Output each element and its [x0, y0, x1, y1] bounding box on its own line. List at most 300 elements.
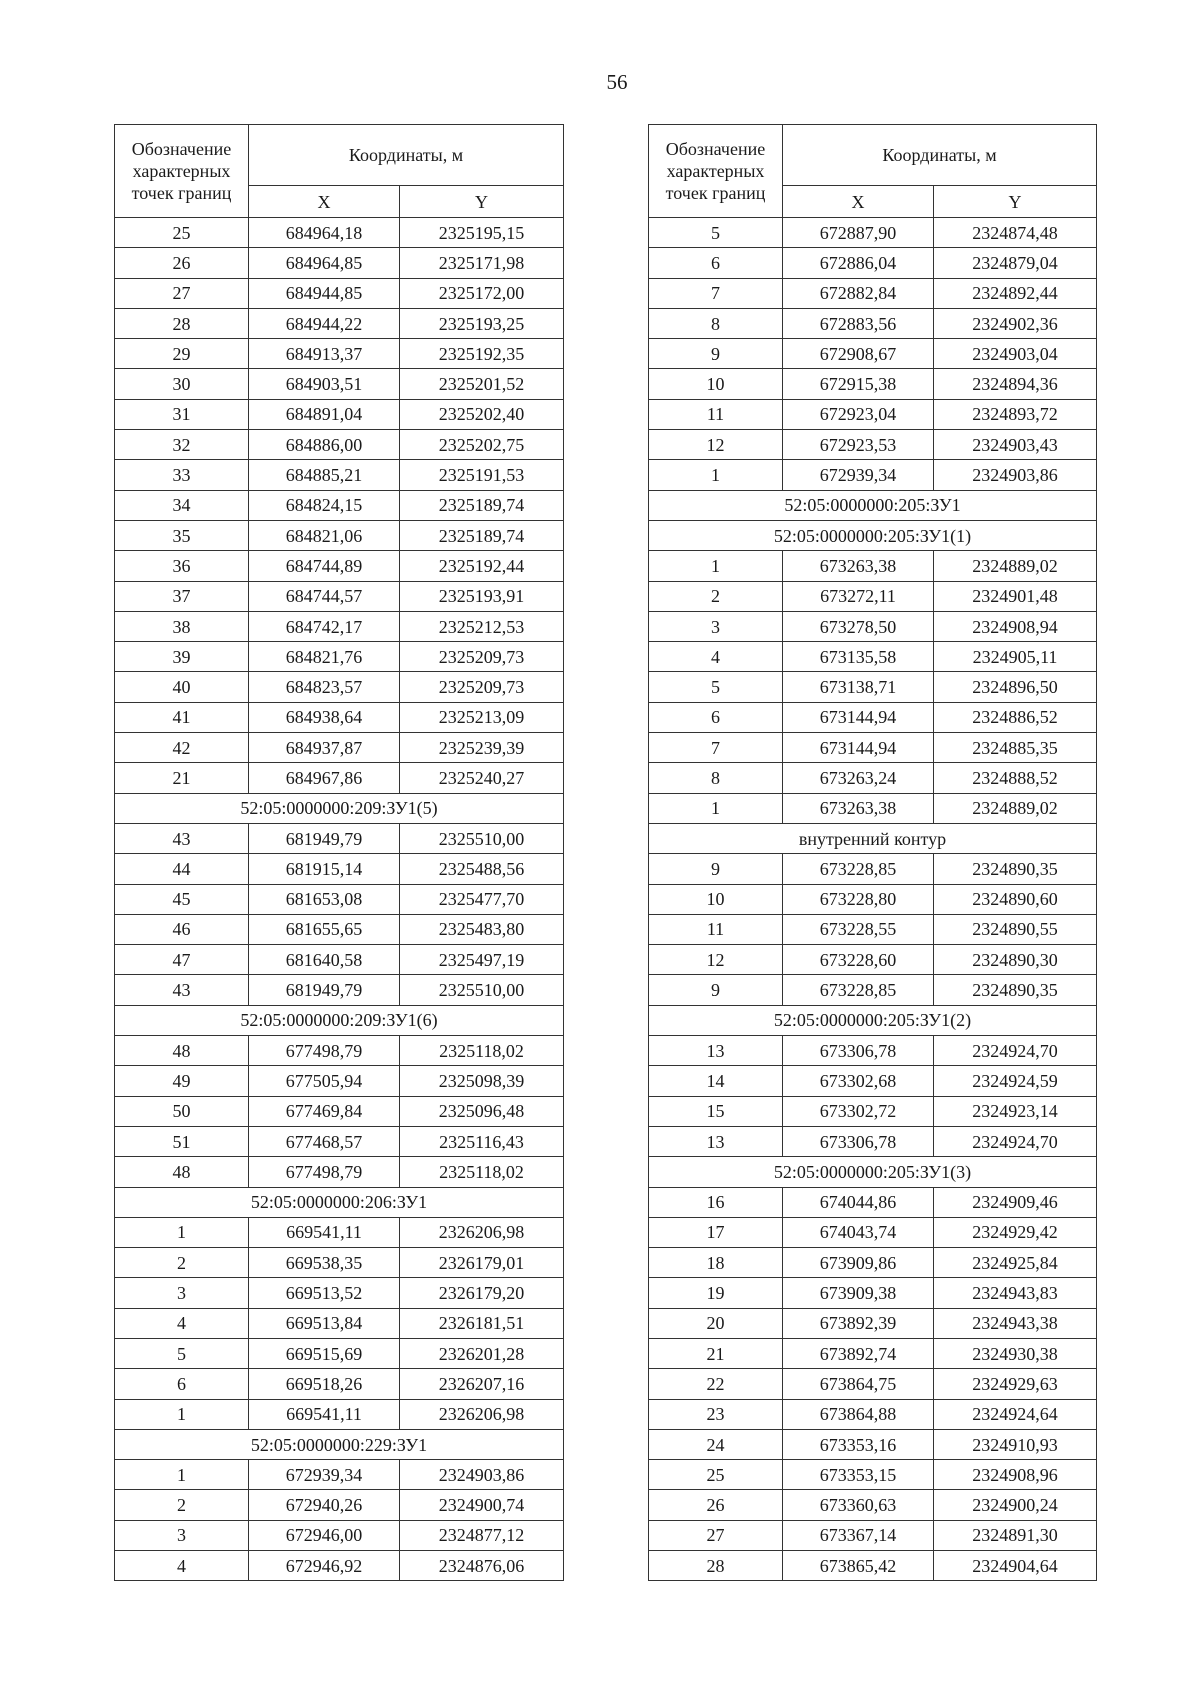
table-left-body [115, 125, 564, 1581]
x-coordinate-cell: 684744,89 [249, 551, 400, 581]
x-coordinate-cell: 672946,92 [249, 1551, 400, 1581]
x-coordinate-cell: 673263,24 [783, 763, 934, 793]
y-coordinate-cell: 2324900,24 [934, 1490, 1097, 1520]
section-row [649, 1157, 1097, 1187]
y-coordinate-cell: 2324929,42 [934, 1217, 1097, 1247]
coordinates-table-right [648, 124, 1097, 1581]
y-coordinate-cell: 2326207,16 [400, 1369, 564, 1399]
point-number-cell: 49 [115, 1066, 249, 1096]
y-coordinate-cell: 2324890,55 [934, 914, 1097, 944]
point-number-cell: 9 [649, 975, 783, 1005]
y-coordinate-cell: 2326179,01 [400, 1248, 564, 1278]
point-number-cell: 17 [649, 1217, 783, 1247]
x-coordinate-cell: 673892,74 [783, 1338, 934, 1368]
table-row [115, 672, 564, 702]
x-coordinate-cell: 684821,76 [249, 642, 400, 672]
x-coordinate-cell: 673306,78 [783, 1126, 934, 1156]
point-number-cell: 25 [649, 1460, 783, 1490]
point-number-cell: 11 [649, 914, 783, 944]
table-row [115, 1490, 564, 1520]
point-number-cell: 10 [649, 884, 783, 914]
coordinates-table-left [114, 124, 564, 1581]
point-number-cell: 44 [115, 854, 249, 884]
y-coordinate-cell: 2324874,48 [934, 218, 1097, 248]
table-row [115, 1036, 564, 1066]
table-row [649, 460, 1097, 490]
x-coordinate-cell: 673144,94 [783, 733, 934, 763]
point-number-cell: 14 [649, 1066, 783, 1096]
table-row [649, 1187, 1097, 1217]
point-number-cell: 7 [649, 278, 783, 308]
y-coordinate-cell: 2324886,52 [934, 702, 1097, 732]
x-coordinate-cell: 681949,79 [249, 823, 400, 853]
y-coordinate-cell: 2325189,74 [400, 520, 564, 550]
y-coordinate-cell: 2324877,12 [400, 1520, 564, 1550]
x-coordinate-cell: 673892,39 [783, 1308, 934, 1338]
y-coordinate-cell: 2324924,70 [934, 1126, 1097, 1156]
x-coordinate-cell: 672940,26 [249, 1490, 400, 1520]
header-coords-label: Координаты, м [783, 125, 1097, 186]
y-coordinate-cell: 2324892,44 [934, 278, 1097, 308]
table-row [115, 1217, 564, 1247]
point-number-cell: 26 [115, 248, 249, 278]
section-label: 52:05:0000000:229:ЗУ1 [115, 1429, 564, 1459]
point-number-cell: 28 [115, 308, 249, 338]
table-row [115, 308, 564, 338]
y-coordinate-cell: 2324900,74 [400, 1490, 564, 1520]
point-number-cell: 33 [115, 460, 249, 490]
point-number-cell: 2 [115, 1490, 249, 1520]
x-coordinate-cell: 672886,04 [783, 248, 934, 278]
header-points-label: Обозначение характерных точек границ [649, 125, 783, 218]
point-number-cell: 43 [115, 975, 249, 1005]
point-number-cell: 5 [115, 1338, 249, 1368]
x-coordinate-cell: 681915,14 [249, 854, 400, 884]
point-number-cell: 27 [649, 1520, 783, 1550]
point-number-cell: 6 [115, 1369, 249, 1399]
x-coordinate-cell: 673306,78 [783, 1036, 934, 1066]
point-number-cell: 32 [115, 430, 249, 460]
section-row [649, 1005, 1097, 1035]
point-number-cell: 38 [115, 611, 249, 641]
x-coordinate-cell: 681640,58 [249, 945, 400, 975]
point-number-cell: 1 [115, 1217, 249, 1247]
table-row [115, 1551, 564, 1581]
y-coordinate-cell: 2324910,93 [934, 1429, 1097, 1459]
point-number-cell: 2 [649, 581, 783, 611]
point-number-cell: 45 [115, 884, 249, 914]
x-coordinate-cell: 673272,11 [783, 581, 934, 611]
table-row [115, 1399, 564, 1429]
point-number-cell: 22 [649, 1369, 783, 1399]
point-number-cell: 9 [649, 854, 783, 884]
x-coordinate-cell: 673353,15 [783, 1460, 934, 1490]
table-row [649, 854, 1097, 884]
table-row [649, 975, 1097, 1005]
x-coordinate-cell: 673228,60 [783, 945, 934, 975]
y-coordinate-cell: 2324943,83 [934, 1278, 1097, 1308]
y-coordinate-cell: 2325192,44 [400, 551, 564, 581]
y-coordinate-cell: 2324905,11 [934, 642, 1097, 672]
table-row [649, 1399, 1097, 1429]
y-coordinate-cell: 2324929,63 [934, 1369, 1097, 1399]
x-coordinate-cell: 684891,04 [249, 399, 400, 429]
page-number: 56 [606, 70, 628, 94]
section-label: внутренний контур [649, 823, 1097, 853]
x-coordinate-cell: 677469,84 [249, 1096, 400, 1126]
table-row [115, 1520, 564, 1550]
x-coordinate-cell: 681949,79 [249, 975, 400, 1005]
point-number-cell: 13 [649, 1036, 783, 1066]
section-label: 52:05:0000000:205:ЗУ1(3) [649, 1157, 1097, 1187]
point-number-cell: 21 [115, 763, 249, 793]
section-label: 52:05:0000000:205:ЗУ1 [649, 490, 1097, 520]
point-number-cell: 47 [115, 945, 249, 975]
point-number-cell: 10 [649, 369, 783, 399]
x-coordinate-cell: 673278,50 [783, 611, 934, 641]
section-row [115, 793, 564, 823]
point-number-cell: 31 [115, 399, 249, 429]
point-number-cell: 13 [649, 1126, 783, 1156]
x-coordinate-cell: 669541,11 [249, 1399, 400, 1429]
section-row [115, 1429, 564, 1459]
y-coordinate-cell: 2324943,38 [934, 1308, 1097, 1338]
y-coordinate-cell: 2324885,35 [934, 733, 1097, 763]
x-coordinate-cell: 684944,85 [249, 278, 400, 308]
y-coordinate-cell: 2325209,73 [400, 642, 564, 672]
x-coordinate-cell: 684964,18 [249, 218, 400, 248]
table-row [115, 975, 564, 1005]
table-row [649, 1217, 1097, 1247]
point-number-cell: 9 [649, 339, 783, 369]
table-row [649, 369, 1097, 399]
point-number-cell: 50 [115, 1096, 249, 1126]
table-row [649, 1429, 1097, 1459]
y-coordinate-cell: 2325239,39 [400, 733, 564, 763]
table-row [115, 854, 564, 884]
table-row [649, 339, 1097, 369]
y-coordinate-cell: 2324890,30 [934, 945, 1097, 975]
x-coordinate-cell: 673864,75 [783, 1369, 934, 1399]
table-row [115, 1460, 564, 1490]
table-row [649, 1036, 1097, 1066]
point-number-cell: 3 [649, 611, 783, 641]
table-row [115, 1066, 564, 1096]
y-coordinate-cell: 2324876,06 [400, 1551, 564, 1581]
y-coordinate-cell: 2324890,35 [934, 854, 1097, 884]
y-coordinate-cell: 2324902,36 [934, 308, 1097, 338]
table-row [649, 1096, 1097, 1126]
section-row [649, 823, 1097, 853]
point-number-cell: 24 [649, 1429, 783, 1459]
point-number-cell: 27 [115, 278, 249, 308]
x-coordinate-cell: 684821,06 [249, 520, 400, 550]
section-label: 52:05:0000000:205:ЗУ1(2) [649, 1005, 1097, 1035]
x-coordinate-cell: 684967,86 [249, 763, 400, 793]
x-coordinate-cell: 672923,04 [783, 399, 934, 429]
table-row [115, 642, 564, 672]
y-coordinate-cell: 2324903,43 [934, 430, 1097, 460]
y-coordinate-cell: 2324891,30 [934, 1520, 1097, 1550]
x-coordinate-cell: 669515,69 [249, 1338, 400, 1368]
y-coordinate-cell: 2325189,74 [400, 490, 564, 520]
header-points-label: Обозначение характерных точек границ [115, 125, 249, 218]
point-number-cell: 18 [649, 1248, 783, 1278]
section-row [649, 490, 1097, 520]
x-coordinate-cell: 673135,58 [783, 642, 934, 672]
table-row [115, 733, 564, 763]
y-coordinate-cell: 2326201,28 [400, 1338, 564, 1368]
x-coordinate-cell: 684742,17 [249, 611, 400, 641]
x-coordinate-cell: 677468,57 [249, 1126, 400, 1156]
x-coordinate-cell: 677505,94 [249, 1066, 400, 1096]
table-row [115, 1248, 564, 1278]
x-coordinate-cell: 672887,90 [783, 218, 934, 248]
y-coordinate-cell: 2324923,14 [934, 1096, 1097, 1126]
point-number-cell: 12 [649, 945, 783, 975]
y-coordinate-cell: 2324888,52 [934, 763, 1097, 793]
y-coordinate-cell: 2325213,09 [400, 702, 564, 732]
x-coordinate-cell: 674044,86 [783, 1187, 934, 1217]
table-row [115, 520, 564, 550]
table-row [115, 581, 564, 611]
x-coordinate-cell: 681653,08 [249, 884, 400, 914]
table-row [649, 642, 1097, 672]
section-row [115, 1187, 564, 1217]
point-number-cell: 46 [115, 914, 249, 944]
table-row [115, 278, 564, 308]
table-row [115, 339, 564, 369]
table-row [649, 278, 1097, 308]
x-coordinate-cell: 673302,72 [783, 1096, 934, 1126]
point-number-cell: 11 [649, 399, 783, 429]
table-row [115, 369, 564, 399]
x-coordinate-cell: 672923,53 [783, 430, 934, 460]
x-coordinate-cell: 673360,63 [783, 1490, 934, 1520]
table-row [649, 733, 1097, 763]
table-row [649, 945, 1097, 975]
point-number-cell: 3 [115, 1520, 249, 1550]
point-number-cell: 6 [649, 248, 783, 278]
point-number-cell: 40 [115, 672, 249, 702]
point-number-cell: 4 [649, 642, 783, 672]
x-coordinate-cell: 673367,14 [783, 1520, 934, 1550]
point-number-cell: 28 [649, 1551, 783, 1581]
table-row [115, 611, 564, 641]
point-number-cell: 26 [649, 1490, 783, 1520]
table-row [649, 308, 1097, 338]
y-coordinate-cell: 2326181,51 [400, 1308, 564, 1338]
point-number-cell: 1 [115, 1399, 249, 1429]
y-coordinate-cell: 2325488,56 [400, 854, 564, 884]
section-label: 52:05:0000000:209:ЗУ1(6) [115, 1005, 564, 1035]
y-coordinate-cell: 2324903,86 [934, 460, 1097, 490]
y-coordinate-cell: 2325202,75 [400, 430, 564, 460]
table-row [649, 581, 1097, 611]
table-row [115, 914, 564, 944]
point-number-cell: 1 [649, 460, 783, 490]
point-number-cell: 48 [115, 1157, 249, 1187]
point-number-cell: 8 [649, 763, 783, 793]
table-right-body [649, 125, 1097, 1581]
point-number-cell: 1 [649, 793, 783, 823]
x-coordinate-cell: 669538,35 [249, 1248, 400, 1278]
point-number-cell: 5 [649, 218, 783, 248]
y-coordinate-cell: 2324903,04 [934, 339, 1097, 369]
y-coordinate-cell: 2325202,40 [400, 399, 564, 429]
table-row [649, 914, 1097, 944]
point-number-cell: 4 [115, 1551, 249, 1581]
y-coordinate-cell: 2325171,98 [400, 248, 564, 278]
table-row [115, 763, 564, 793]
point-number-cell: 3 [115, 1278, 249, 1308]
y-coordinate-cell: 2325118,02 [400, 1036, 564, 1066]
table-row [649, 218, 1097, 248]
x-coordinate-cell: 672908,67 [783, 339, 934, 369]
section-label: 52:05:0000000:206:ЗУ1 [115, 1187, 564, 1217]
x-coordinate-cell: 673909,86 [783, 1248, 934, 1278]
table-row [649, 611, 1097, 641]
x-coordinate-cell: 684886,00 [249, 430, 400, 460]
y-coordinate-cell: 2325118,02 [400, 1157, 564, 1187]
header-row [649, 125, 1097, 186]
x-coordinate-cell: 673228,85 [783, 975, 934, 1005]
x-coordinate-cell: 673228,80 [783, 884, 934, 914]
y-coordinate-cell: 2325510,00 [400, 975, 564, 1005]
table-row [115, 490, 564, 520]
table-row [115, 884, 564, 914]
section-label: 52:05:0000000:209:ЗУ1(5) [115, 793, 564, 823]
y-coordinate-cell: 2324889,02 [934, 551, 1097, 581]
x-coordinate-cell: 672939,34 [249, 1460, 400, 1490]
header-y-label: Y [934, 186, 1097, 218]
y-coordinate-cell: 2324930,38 [934, 1338, 1097, 1368]
point-number-cell: 29 [115, 339, 249, 369]
header-y-label: Y [400, 186, 564, 218]
point-number-cell: 1 [649, 551, 783, 581]
x-coordinate-cell: 673865,42 [783, 1551, 934, 1581]
point-number-cell: 41 [115, 702, 249, 732]
y-coordinate-cell: 2325098,39 [400, 1066, 564, 1096]
x-coordinate-cell: 669518,26 [249, 1369, 400, 1399]
point-number-cell: 6 [649, 702, 783, 732]
y-coordinate-cell: 2324890,35 [934, 975, 1097, 1005]
x-coordinate-cell: 684937,87 [249, 733, 400, 763]
x-coordinate-cell: 684744,57 [249, 581, 400, 611]
x-coordinate-cell: 672939,34 [783, 460, 934, 490]
table-row [115, 1308, 564, 1338]
table-row [649, 702, 1097, 732]
table-row [649, 1369, 1097, 1399]
y-coordinate-cell: 2325477,70 [400, 884, 564, 914]
table-row [115, 430, 564, 460]
point-number-cell: 51 [115, 1126, 249, 1156]
x-coordinate-cell: 673228,85 [783, 854, 934, 884]
table-row [115, 702, 564, 732]
table-row [115, 218, 564, 248]
table-row [115, 551, 564, 581]
x-coordinate-cell: 673144,94 [783, 702, 934, 732]
point-number-cell: 15 [649, 1096, 783, 1126]
header-x-label: X [249, 186, 400, 218]
point-number-cell: 39 [115, 642, 249, 672]
y-coordinate-cell: 2324903,86 [400, 1460, 564, 1490]
y-coordinate-cell: 2325240,27 [400, 763, 564, 793]
table-row [115, 248, 564, 278]
y-coordinate-cell: 2325212,53 [400, 611, 564, 641]
y-coordinate-cell: 2324909,46 [934, 1187, 1097, 1217]
y-coordinate-cell: 2324896,50 [934, 672, 1097, 702]
x-coordinate-cell: 673909,38 [783, 1278, 934, 1308]
table-row [115, 823, 564, 853]
table-row [115, 1126, 564, 1156]
y-coordinate-cell: 2324890,60 [934, 884, 1097, 914]
y-coordinate-cell: 2324908,96 [934, 1460, 1097, 1490]
y-coordinate-cell: 2324879,04 [934, 248, 1097, 278]
table-row [115, 1278, 564, 1308]
point-number-cell: 37 [115, 581, 249, 611]
point-number-cell: 4 [115, 1308, 249, 1338]
point-number-cell: 43 [115, 823, 249, 853]
y-coordinate-cell: 2325192,35 [400, 339, 564, 369]
y-coordinate-cell: 2325193,91 [400, 581, 564, 611]
point-number-cell: 21 [649, 1338, 783, 1368]
x-coordinate-cell: 673263,38 [783, 551, 934, 581]
x-coordinate-cell: 677498,79 [249, 1157, 400, 1187]
point-number-cell: 20 [649, 1308, 783, 1338]
y-coordinate-cell: 2324908,94 [934, 611, 1097, 641]
x-coordinate-cell: 672946,00 [249, 1520, 400, 1550]
y-coordinate-cell: 2325483,80 [400, 914, 564, 944]
x-coordinate-cell: 684938,64 [249, 702, 400, 732]
x-coordinate-cell: 684913,37 [249, 339, 400, 369]
table-row [649, 1490, 1097, 1520]
point-number-cell: 48 [115, 1036, 249, 1066]
x-coordinate-cell: 672882,84 [783, 278, 934, 308]
y-coordinate-cell: 2324889,02 [934, 793, 1097, 823]
x-coordinate-cell: 684964,85 [249, 248, 400, 278]
table-row [649, 1551, 1097, 1581]
y-coordinate-cell: 2324894,36 [934, 369, 1097, 399]
table-row [649, 248, 1097, 278]
table-row [649, 1338, 1097, 1368]
point-number-cell: 42 [115, 733, 249, 763]
x-coordinate-cell: 684903,51 [249, 369, 400, 399]
y-coordinate-cell: 2324893,72 [934, 399, 1097, 429]
point-number-cell: 12 [649, 430, 783, 460]
point-number-cell: 5 [649, 672, 783, 702]
point-number-cell: 2 [115, 1248, 249, 1278]
table-row [649, 1248, 1097, 1278]
table-row [649, 1520, 1097, 1550]
y-coordinate-cell: 2325195,15 [400, 218, 564, 248]
y-coordinate-cell: 2325497,19 [400, 945, 564, 975]
table-row [115, 1338, 564, 1368]
x-coordinate-cell: 673302,68 [783, 1066, 934, 1096]
point-number-cell: 35 [115, 520, 249, 550]
section-row [115, 1005, 564, 1035]
table-row [649, 672, 1097, 702]
point-number-cell: 8 [649, 308, 783, 338]
section-label: 52:05:0000000:205:ЗУ1(1) [649, 520, 1097, 550]
y-coordinate-cell: 2324924,59 [934, 1066, 1097, 1096]
table-row [649, 763, 1097, 793]
y-coordinate-cell: 2325191,53 [400, 460, 564, 490]
x-coordinate-cell: 669513,84 [249, 1308, 400, 1338]
y-coordinate-cell: 2324925,84 [934, 1248, 1097, 1278]
x-coordinate-cell: 674043,74 [783, 1217, 934, 1247]
y-coordinate-cell: 2325096,48 [400, 1096, 564, 1126]
